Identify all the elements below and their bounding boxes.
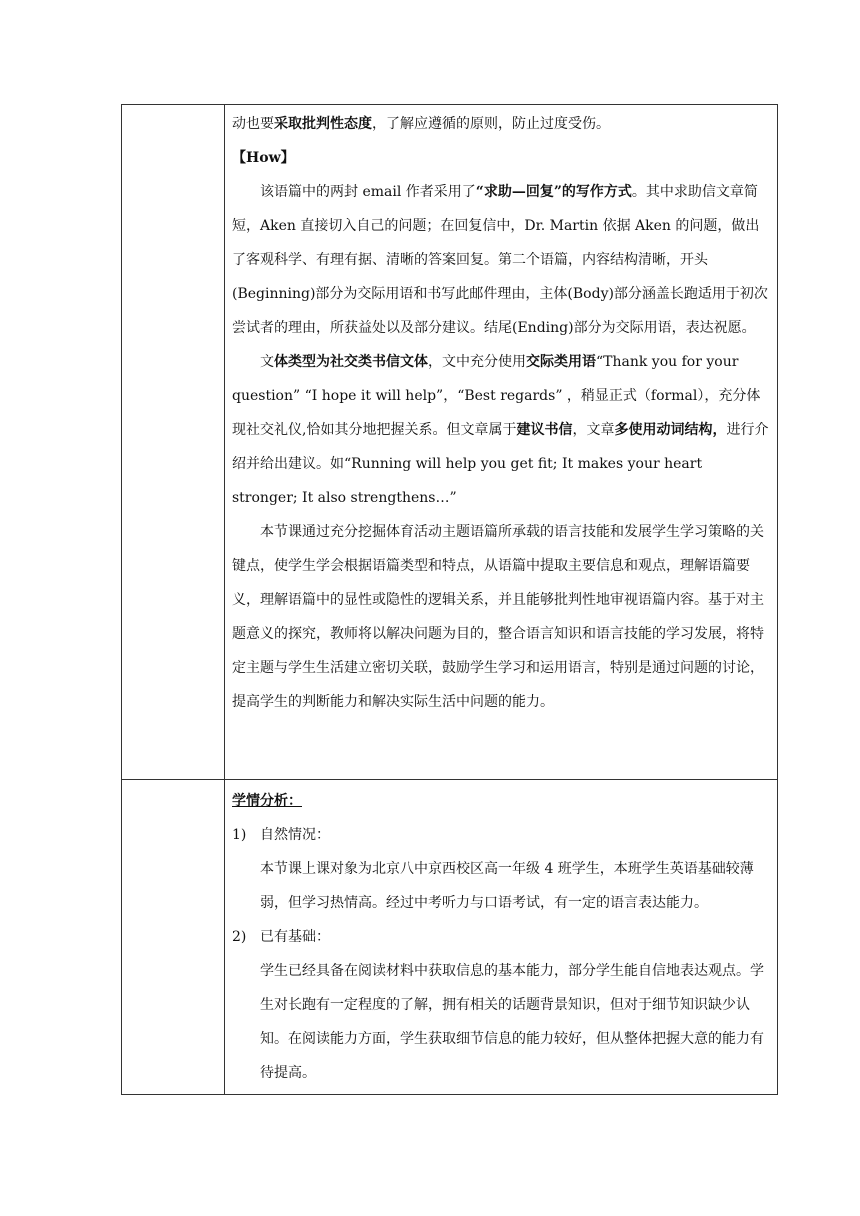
lesson-plan-table	[121, 104, 778, 1095]
paragraph	[232, 175, 771, 345]
text-run: ，了解应遵循的原则，防止过度受伤。	[372, 116, 610, 132]
text-run: 。其中求助信文章简短，Aken 直接切入自己的问题；在回复信中，Dr. Martin 依据 Aken 的问题，做出了客观科学、有理有据、清晰的答案回复。第二个语篇，内容结构清晰，开头(Beginning)部分为交际用语和书写此邮件理由，主体(Body)部分涵盖长跑适用于初次尝试者的理由，所获益处以及部分建议。结尾(Ending)部分为交际用语，表达祝愿。	[232, 184, 768, 336]
bold-text: “求助—回复”的写作方式	[475, 184, 632, 200]
text-run: ，文章	[572, 422, 615, 438]
item-label: 已有基础：	[260, 929, 330, 945]
bold-text: 多使用动词结构，	[614, 422, 727, 438]
text-run: “Thank you for your question” “I hope it will help”，“Best regards” ，稍显正式（formal），充分体现社交礼仪,恰如其分地把握关系。但文章属于	[232, 354, 761, 438]
item-number: 2)	[232, 929, 247, 945]
text-run: 进行介绍并给出建议。如“Running will help you get fit; It makes your heart stronger; It also strengthens…”	[232, 422, 769, 506]
paragraph: 本节课通过充分挖掘体育活动主题语篇所承载的语言技能和发展学生学习策略的关键点，使学生学会根据语篇类型和特点，从语篇中提取主要信息和观点，理解语篇要义，理解语篇中的显性或隐性的逻辑关系，并且能够批判性地审视语篇内容。基于对主题意义的探究，教师将以解决问题为目的，整合语言知识和语言技能的学习发展，将特定主题与学生生活建立密切关联，鼓励学生学习和运用语言，特别是通过问题的讨论，提高学生的判断能力和解决实际生活中问题的能力。	[232, 524, 764, 710]
text-run: 文	[260, 354, 274, 370]
section-title: 学情分析：	[232, 793, 302, 809]
paragraph	[232, 345, 771, 515]
label-cell	[122, 780, 225, 1095]
text-run: 该语篇中的两封 email 作者采用了	[260, 184, 476, 200]
list-item	[232, 920, 771, 954]
document-page	[121, 104, 775, 1095]
how-heading: 【How】	[232, 150, 295, 166]
continuation-line	[232, 107, 771, 141]
table-row	[122, 105, 778, 780]
bold-text: 采取批判性态度	[274, 116, 372, 132]
bold-text: 交际类用语	[526, 354, 596, 370]
text-run: 动也要	[232, 116, 274, 132]
item-number: 1)	[232, 827, 247, 843]
bold-text: 建议书信	[516, 422, 573, 438]
bold-text: 体类型为社交类书信文体	[274, 354, 428, 370]
item-label: 自然情况：	[260, 827, 330, 843]
table-row	[122, 780, 778, 1095]
list-item	[232, 818, 771, 852]
item-text: 本节课上课对象为北京八中京西校区高一年级 4 班学生，本班学生英语基础较薄弱，但学习热情高。经过中考听力与口语考试，有一定的语言表达能力。	[260, 861, 754, 911]
content-cell	[225, 105, 778, 780]
text-run: ，文中充分使用	[428, 354, 526, 370]
item-text: 学生已经具备在阅读材料中获取信息的基本能力，部分学生能自信地表达观点。学生对长跑有一定程度的了解，拥有相关的话题背景知识，但对于细节知识缺少认知。在阅读能力方面，学生获取细节信息的能力较好，但从整体把握大意的能力有待提高。	[260, 963, 764, 1081]
label-cell	[122, 105, 225, 780]
content-cell	[225, 780, 778, 1095]
